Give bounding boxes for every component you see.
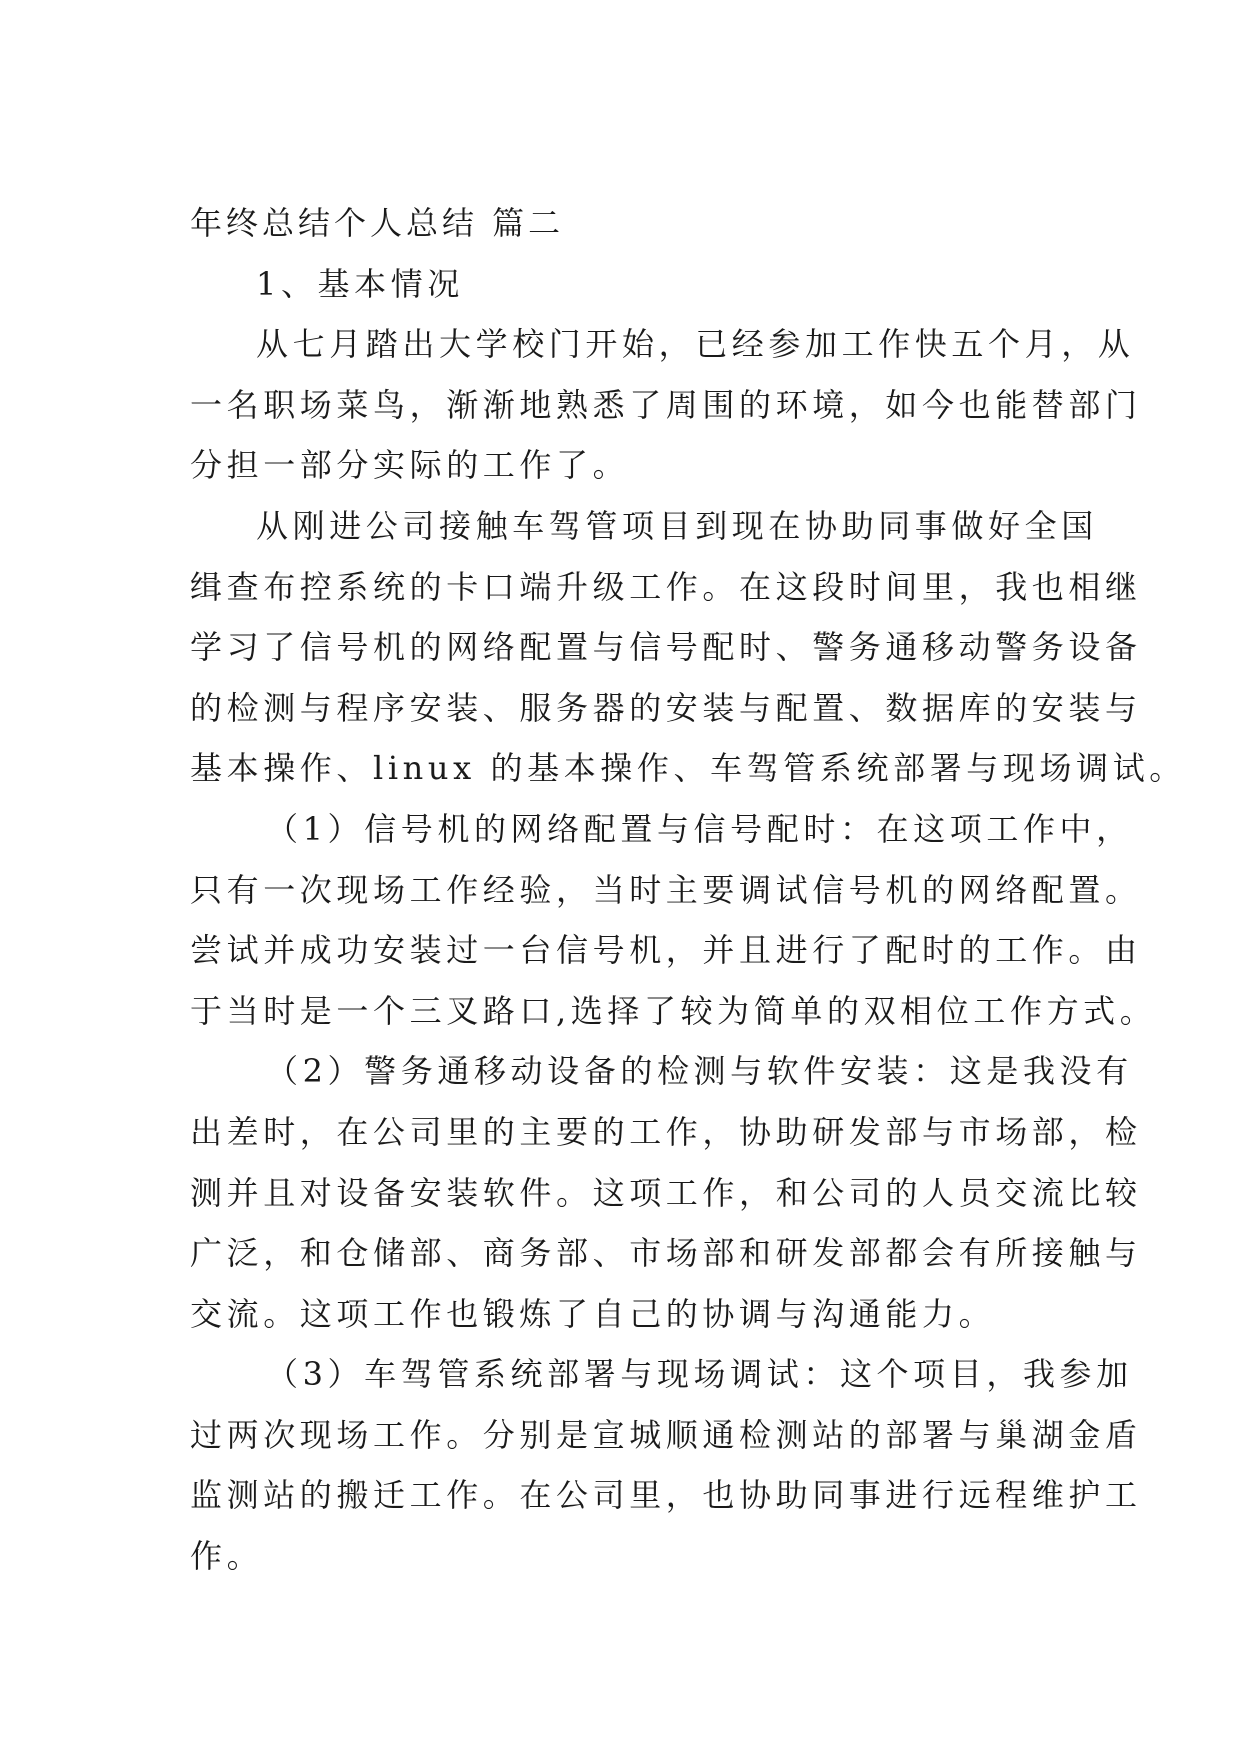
paragraph-5 <box>190 1344 1142 1586</box>
paragraph-2 <box>190 496 1186 799</box>
paragraph-line: 尝试并成功安装过一台信号机，并且进行了配时的工作。由 <box>190 931 1142 970</box>
paragraph-line: 广泛，和仓储部、商务部、市场部和研发部都会有所接触与 <box>190 1234 1142 1273</box>
paragraph-line: （1）信号机的网络配置与信号配时：在这项工作中， <box>266 809 1133 848</box>
paragraph-line: （2）警务通移动设备的检测与软件安装：这是我没有 <box>266 1052 1133 1091</box>
section-heading: 1、基本情况 <box>256 264 464 303</box>
paragraph-line: 于当时是一个三叉路口,选择了较为简单的双相位工作方式。 <box>190 991 1157 1030</box>
paragraph-line: 过两次现场工作。分别是宣城顺通检测站的部署与巢湖金盾 <box>190 1415 1142 1454</box>
document-title: 年终总结个人总结 篇二 <box>190 204 565 242</box>
paragraph-line: 一名职场菜鸟，渐渐地熟悉了周围的环境，如今也能替部门 <box>190 385 1142 424</box>
paragraph-line: 交流。这项工作也锻炼了自己的协调与沟通能力。 <box>190 1294 996 1333</box>
paragraph-3 <box>190 799 1157 1041</box>
paragraph-line: 测并且对设备安装软件。这项工作，和公司的人员交流比较 <box>190 1173 1142 1212</box>
paragraph-line: 缉查布控系统的卡口端升级工作。在这段时间里，我也相继 <box>190 567 1142 606</box>
paragraph-line: 作。 <box>190 1537 264 1576</box>
paragraph-line: （3）车驾管系统部署与现场调试：这个项目，我参加 <box>266 1355 1133 1394</box>
document-body <box>190 193 1186 1587</box>
paragraph-line: 分担一部分实际的工作了。 <box>190 446 630 485</box>
paragraph-line: 只有一次现场工作经验，当时主要调试信号机的网络配置。 <box>190 870 1142 909</box>
paragraph-line: 学习了信号机的网络配置与信号配时、警务通移动警务设备 <box>190 628 1142 667</box>
paragraph-line: 出差时，在公司里的主要的工作，协助研发部与市场部，检 <box>190 1112 1142 1151</box>
paragraph-4 <box>190 1041 1142 1344</box>
paragraph-line: 基本操作、linux 的基本操作、车驾管系统部署与现场调试。 <box>190 749 1186 788</box>
paragraph-line: 的检测与程序安装、服务器的安装与配置、数据库的安装与 <box>190 688 1142 727</box>
paragraph-line: 从七月踏出大学校门开始，已经参加工作快五个月，从 <box>256 325 1135 364</box>
paragraph-1 <box>190 314 1142 496</box>
paragraph-line: 从刚进公司接触车驾管项目到现在协助同事做好全国 <box>256 506 1098 545</box>
paragraph-line: 监测站的搬迁工作。在公司里，也协助同事进行远程维护工 <box>190 1476 1142 1515</box>
